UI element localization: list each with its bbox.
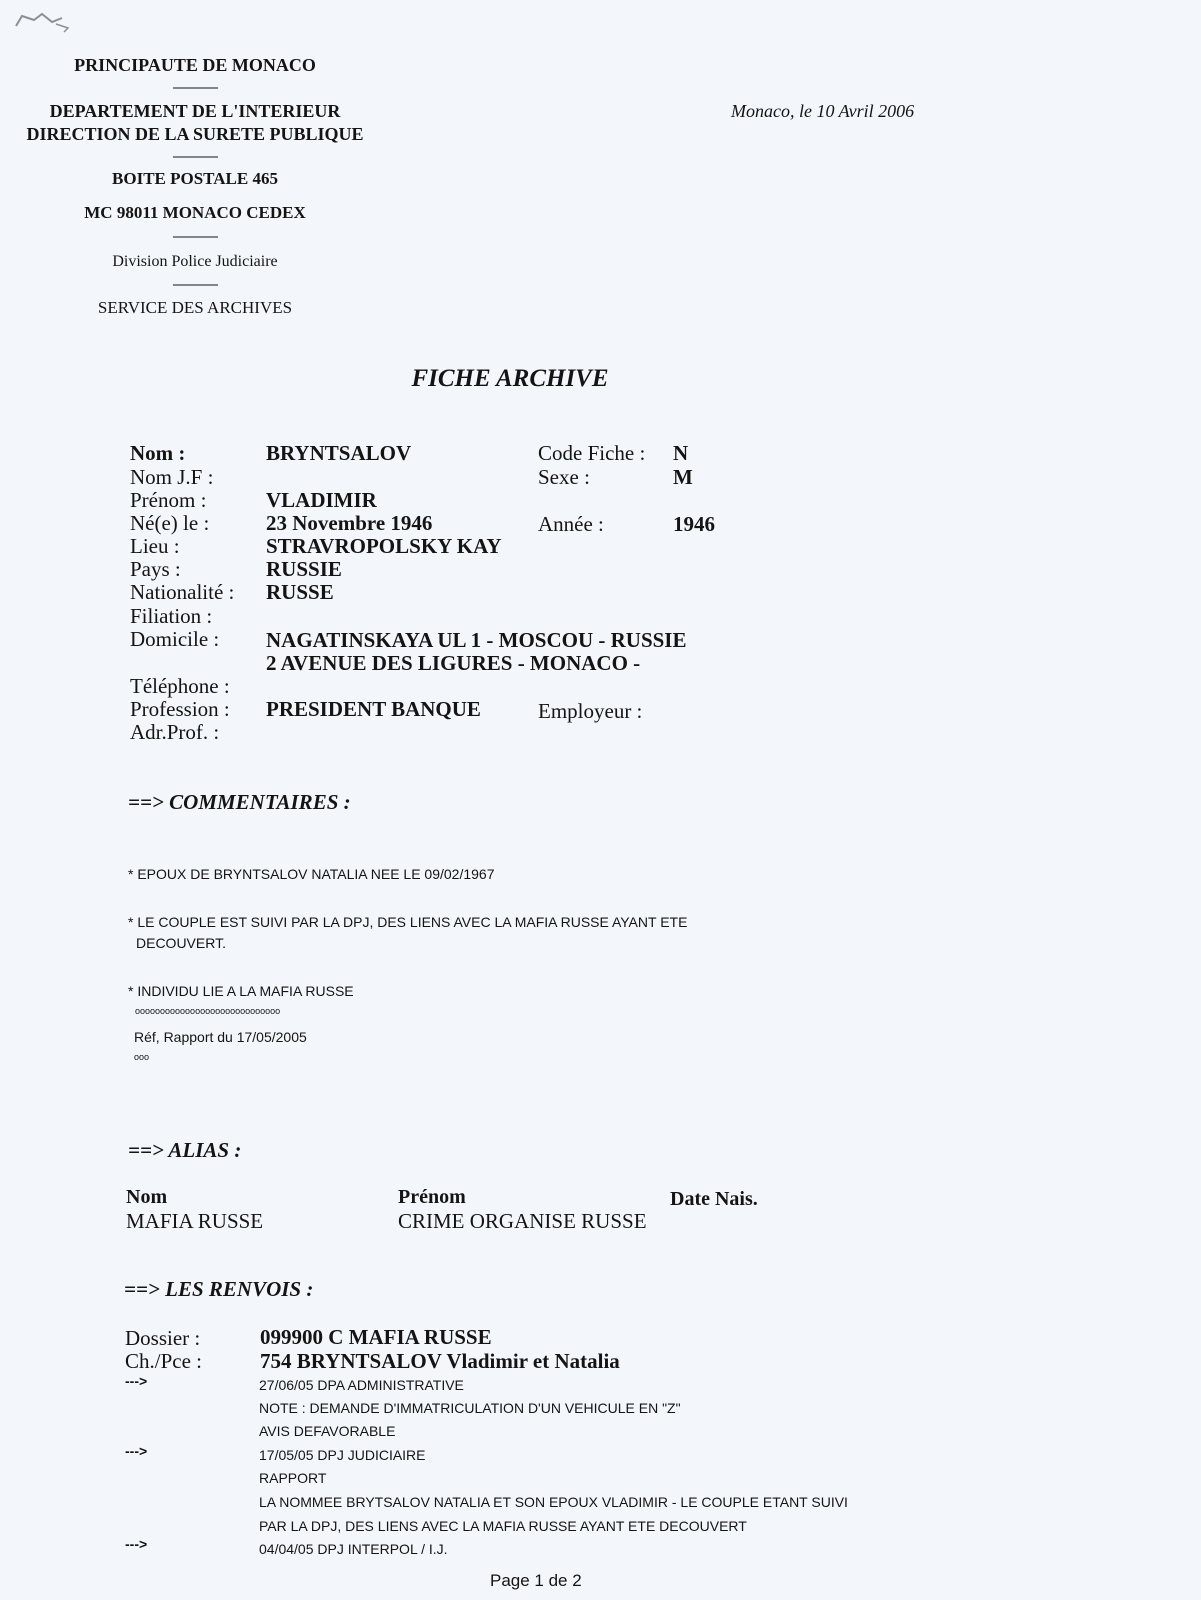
section-alias-heading: ==> ALIAS :	[128, 1138, 242, 1162]
label-naissance: Né(e) le :	[130, 511, 210, 535]
label-pays: Pays :	[130, 557, 181, 581]
arrow-marker: --->	[125, 1443, 148, 1459]
value-code-fiche: N	[673, 441, 689, 465]
label-lieu: Lieu :	[130, 534, 180, 558]
label-employeur: Employeur :	[538, 699, 643, 723]
header-principaute: PRINCIPAUTE DE MONACO	[74, 55, 316, 75]
label-prenom: Prénom :	[130, 488, 207, 512]
renvoi-2-line-3: LA NOMMEE BRYTSALOV NATALIA ET SON EPOUX VLADIMIR - LE COUPLE ETANT SUIVI	[259, 1494, 848, 1510]
header-division: Division Police Judiciaire	[112, 253, 278, 270]
value-pays: RUSSIE	[266, 557, 342, 581]
comment-2b: DECOUVERT.	[136, 935, 226, 951]
header-direction: DIRECTION DE LA SURETE PUBLIQUE	[26, 124, 364, 144]
comment-reference: Réf, Rapport du 17/05/2005	[134, 1029, 307, 1045]
label-telephone: Téléphone :	[130, 674, 230, 698]
value-ch-pce: 754 BRYNTSALOV Vladimir et Natalia	[260, 1349, 620, 1373]
label-domicile: Domicile :	[130, 627, 220, 651]
alias-col-date: Date Nais.	[670, 1188, 758, 1210]
renvoi-2-line-1: 17/05/05 DPJ JUDICIAIRE	[259, 1447, 426, 1463]
value-sexe: M	[673, 465, 693, 489]
comment-3: * INDIVIDU LIE A LA MAFIA RUSSE	[128, 983, 354, 999]
label-profession: Profession :	[130, 697, 230, 721]
arrow-marker: --->	[125, 1373, 148, 1389]
value-naissance: 23 Novembre 1946	[266, 511, 433, 535]
renvoi-1-line-1: 27/06/05 DPA ADMINISTRATIVE	[259, 1377, 464, 1393]
header-cedex: MC 98011 MONACO CEDEX	[84, 203, 306, 222]
label-dossier: Dossier :	[125, 1326, 201, 1350]
label-adr-prof: Adr.Prof. :	[130, 720, 220, 744]
value-nationalite: RUSSE	[266, 580, 334, 604]
page-number: Page 1 de 2	[490, 1571, 582, 1590]
alias-prenom: CRIME ORGANISE RUSSE	[398, 1209, 647, 1233]
document-date: Monaco, le 10 Avril 2006	[731, 101, 915, 121]
label-nom-jf: Nom J.F :	[130, 465, 214, 489]
header-boite-postale: BOITE POSTALE 465	[112, 169, 278, 188]
renvoi-3-line-1: 04/04/05 DPJ INTERPOL / I.J.	[259, 1541, 448, 1557]
section-commentaires-heading: ==> COMMENTAIRES :	[128, 790, 351, 814]
alias-col-nom: Nom	[126, 1186, 168, 1208]
value-nom: BRYNTSALOV	[266, 441, 412, 465]
header-separator: ---------------	[172, 149, 218, 163]
section-renvois-heading: ==> LES RENVOIS :	[124, 1277, 314, 1301]
header-separator: ---------------	[172, 80, 218, 94]
header-separator: ---------------	[172, 229, 218, 243]
header-service: SERVICE DES ARCHIVES	[97, 298, 293, 317]
alias-nom: MAFIA RUSSE	[126, 1209, 264, 1233]
alias-col-prenom: Prénom	[398, 1186, 466, 1208]
scan-mark-icon	[12, 8, 72, 34]
value-domicile-2: 2 AVENUE DES LIGURES - MONACO -	[266, 651, 641, 675]
renvoi-1-line-2: NOTE : DEMANDE D'IMMATRICULATION D'UN VEHICULE EN "Z"	[259, 1400, 681, 1416]
value-prenom: VLADIMIR	[266, 488, 377, 512]
page-title: FICHE ARCHIVE	[411, 365, 609, 392]
value-dossier: 099900 C MAFIA RUSSE	[260, 1325, 492, 1349]
header-departement: DEPARTEMENT DE L'INTERIEUR	[49, 101, 341, 121]
value-annee: 1946	[673, 512, 715, 536]
value-lieu: STRAVROPOLSKY KAY	[266, 534, 502, 558]
label-ch-pce: Ch./Pce :	[125, 1349, 202, 1373]
renvoi-1-line-3: AVIS DEFAVORABLE	[259, 1423, 396, 1439]
label-sexe: Sexe :	[538, 465, 590, 489]
label-nom: Nom :	[130, 441, 186, 465]
renvoi-2-line-2: RAPPORT	[259, 1470, 327, 1486]
label-filiation: Filiation :	[130, 604, 213, 628]
value-domicile-1: NAGATINSKAYA UL 1 - MOSCOU - RUSSIE	[266, 628, 687, 652]
label-code-fiche: Code Fiche :	[538, 441, 646, 465]
value-profession: PRESIDENT BANQUE	[266, 697, 481, 721]
comment-separator: ooooooooooooooooooooooooooooo	[135, 1006, 281, 1016]
header-separator: ---------------	[172, 277, 218, 291]
renvoi-2-line-4: PAR LA DPJ, DES LIENS AVEC LA MAFIA RUSSE AYANT ETE DECOUVERT	[259, 1518, 747, 1534]
comment-2a: * LE COUPLE EST SUIVI PAR LA DPJ, DES LIENS AVEC LA MAFIA RUSSE AYANT ETE	[128, 914, 688, 930]
comment-1: * EPOUX DE BRYNTSALOV NATALIA NEE LE 09/02/1967	[128, 866, 495, 882]
comment-separator-short: ooo	[134, 1052, 150, 1062]
label-annee: Année :	[538, 512, 604, 536]
label-nationalite: Nationalité :	[130, 580, 235, 604]
arrow-marker: --->	[125, 1536, 148, 1552]
